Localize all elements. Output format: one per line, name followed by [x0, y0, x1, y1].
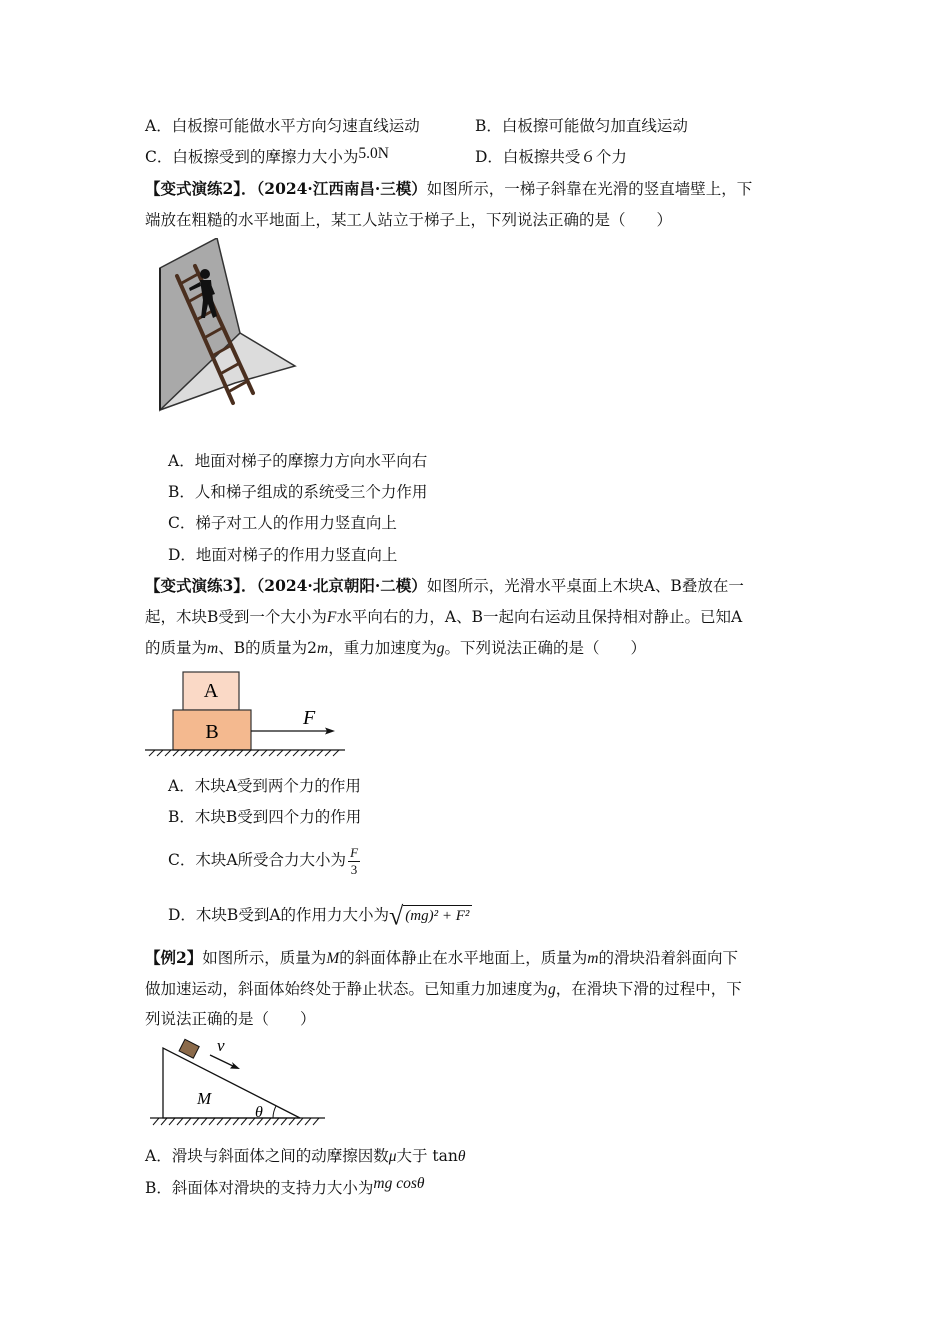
q3-stem-line-2	[145, 606, 742, 629]
ex2-option-b-expression: mg cosθ	[373, 1175, 425, 1192]
ex2-stem-2a: 做加速运动，斜面体始终处于静止状态。已知重力加速度为	[145, 980, 549, 998]
q2-stem-1: 如图所示，一梯子斜靠在光滑的竖直墙壁上，下	[426, 180, 753, 198]
q1-option-d: D．白板擦共受６个力	[475, 148, 627, 166]
ex2-option-a-text: A．滑块与斜面体之间的动摩擦因数	[145, 1147, 389, 1165]
q3-stem-line-1	[145, 575, 744, 597]
ex2-gravity-symbol: g	[548, 981, 556, 998]
q3-mass-symbol-2: m	[316, 640, 329, 657]
block-b-label: B	[205, 721, 219, 743]
q2-stem-line-2: 端放在粗糙的水平地面上，某工人站立于梯子上，下列说法正确的是（ ）	[145, 211, 673, 229]
q1-option-c	[145, 146, 389, 169]
q1-option-b: B．白板擦可能做匀加直线运动	[475, 117, 688, 135]
q3-option-b: B．木块B受到四个力的作用	[168, 808, 362, 826]
fraction-numerator: F	[350, 844, 359, 860]
angle-label: θ	[255, 1104, 263, 1121]
q3-option-a: A．木块A受到两个力的作用	[168, 777, 361, 795]
ex2-mu-symbol: μ	[388, 1148, 397, 1165]
incline-mass-label: M	[197, 1089, 212, 1108]
q3-option-d	[168, 898, 472, 933]
q3-option-d-text: D．木块B受到A的作用力大小为	[168, 906, 390, 924]
ex2-option-a	[145, 1145, 466, 1168]
ex2-stem-line-3: 列说法正确的是（ ）	[145, 1010, 316, 1028]
q3-stem-3c: ，重力加速度为	[328, 639, 437, 657]
ex2-theta-symbol: θ	[457, 1148, 466, 1165]
sqrt-sign: √	[389, 901, 404, 931]
ex2-stem-1a: 如图所示，质量为	[202, 949, 327, 967]
q3-mass-symbol: m	[207, 640, 219, 657]
sqrt-expression	[389, 899, 472, 934]
q2-label: 【变式演练2】．	[145, 179, 257, 198]
q3-stem-force-symbol: F	[326, 609, 337, 626]
q3-label: 【变式演练3】．	[145, 576, 257, 595]
q3-stem-3a: 的质量为	[145, 639, 208, 657]
ex2-stem-line-1	[145, 947, 738, 970]
q2-option-d: D．地面对梯子的作用力竖直向上	[168, 546, 398, 564]
q3-stem-2a: 起，木块B受到一个大小为	[145, 608, 327, 626]
ground-hatching	[153, 1118, 319, 1125]
ex2-option-a-text-2: 大于 tan	[396, 1147, 458, 1165]
blocks-figure	[145, 668, 350, 760]
fraction-denominator: 3	[350, 861, 358, 877]
q2-option-b: B．人和梯子组成的系统受三个力作用	[168, 483, 428, 501]
q2-source: （2024·江西南昌·三模）	[256, 179, 427, 198]
q3-source: （2024·北京朝阳·二模）	[256, 576, 427, 595]
ex2-stem-2b: ，在滑块下滑的过程中，下	[555, 980, 742, 998]
velocity-arrow	[210, 1055, 235, 1067]
ex2-stem-1b: 的斜面体静止在水平地面上，质量为	[339, 949, 588, 967]
q3-option-c-text: C．木块A所受合力大小为	[168, 851, 347, 869]
q3-stem-2b: 水平向右的力，A、B一起向右运动且保持相对静止。已知A	[336, 608, 743, 626]
q2-option-a: A．地面对梯子的摩擦力方向水平向右	[168, 452, 428, 470]
q3-stem-1: 如图所示，光滑水平桌面上木块A、B叠放在一	[426, 577, 744, 595]
q3-gravity-symbol: g	[436, 640, 445, 657]
ex2-label: 【例2】	[145, 948, 203, 967]
q2-option-c: C．梯子对工人的作用力竖直向上	[168, 514, 397, 532]
ex2-option-b	[145, 1177, 425, 1200]
sqrt-radicand: (mg)² + F²	[403, 905, 472, 924]
q3-option-c	[168, 840, 360, 880]
q3-stem-line-3	[145, 637, 646, 660]
block-a-label: A	[203, 680, 219, 702]
ex2-option-b-text: B．斜面体对滑块的支持力大小为	[145, 1179, 374, 1197]
q1-option-c-text: C．白板擦受到的摩擦力大小为	[145, 148, 359, 166]
q3-stem-3b: 、B的质量为2	[218, 639, 317, 657]
ex2-stem-1c: 的滑块沿着斜面向下	[598, 949, 738, 967]
ex2-mass-M-symbol: M	[326, 950, 340, 967]
velocity-label: v	[217, 1036, 225, 1055]
q1-option-c-value: 5.0N	[358, 145, 389, 162]
force-label: F	[303, 707, 316, 729]
ex2-mass-m-symbol: m	[587, 950, 599, 967]
slider-block	[179, 1039, 199, 1058]
ground-hatching	[149, 750, 339, 756]
q1-option-a: A．白板擦可能做水平方向匀速直线运动	[145, 117, 420, 135]
q2-stem-line-1	[145, 178, 752, 200]
q3-stem-3d: 。下列说法正确的是（ ）	[444, 639, 646, 657]
ex2-stem-line-2	[145, 978, 742, 1001]
incline-body	[163, 1048, 300, 1118]
q3-option-c-fraction	[348, 845, 360, 878]
ladder-wall-figure	[155, 238, 300, 416]
incline-figure	[145, 1033, 330, 1131]
